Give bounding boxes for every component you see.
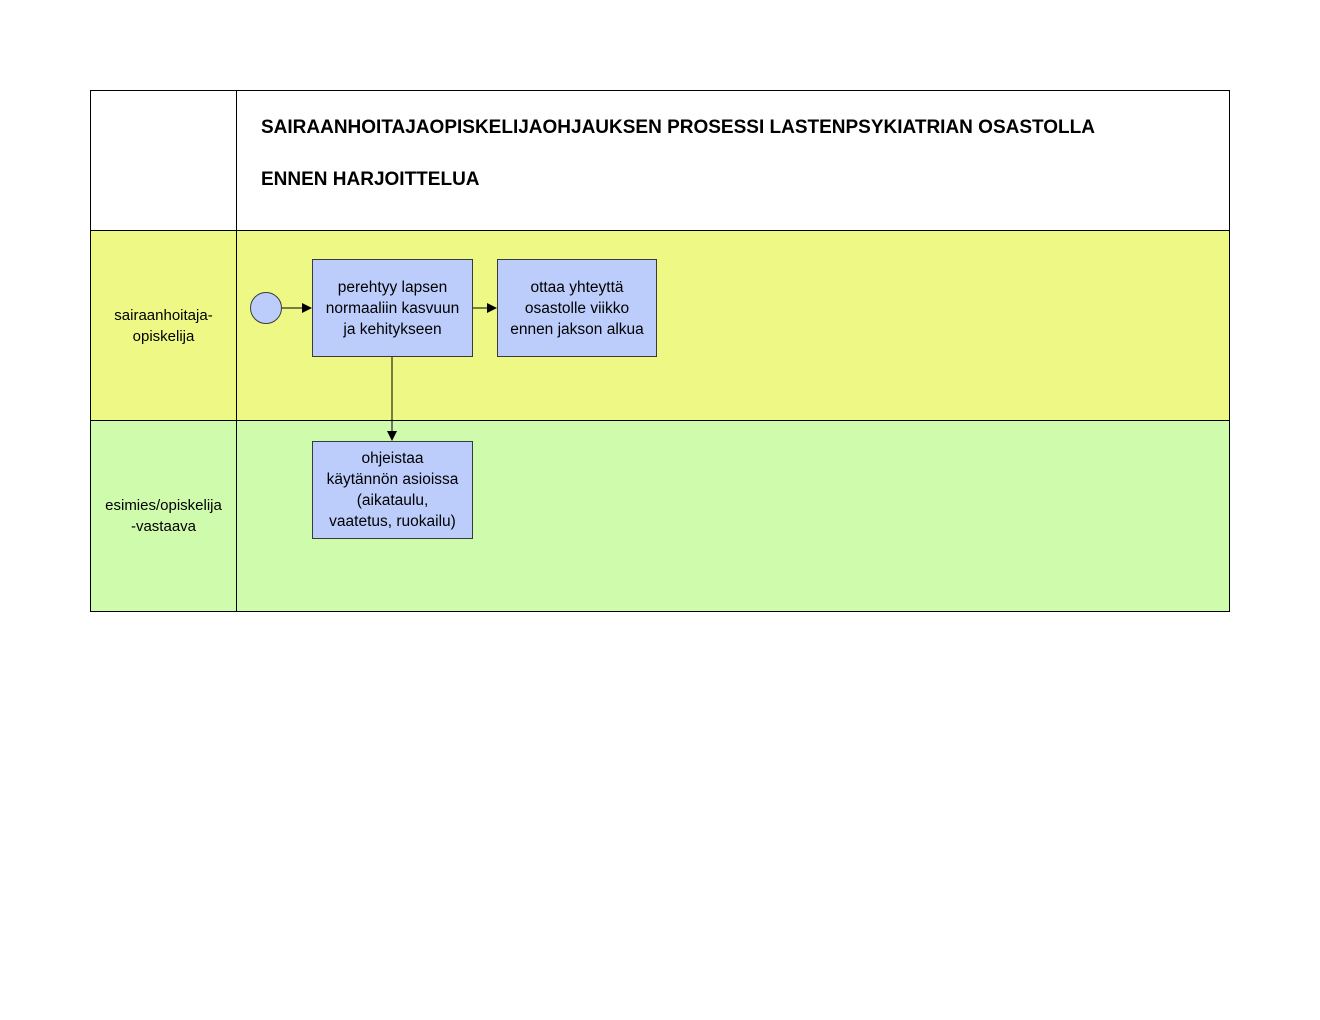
task-ottaa-yhteytta: ottaa yhteyttä osastolle viikko ennen jakson alkua [497, 259, 657, 357]
start-event-circle [250, 292, 282, 324]
title-cell [236, 90, 1230, 231]
diagram-subtitle: ENNEN HARJOITTELUA [261, 169, 480, 190]
task-perehtyy: perehtyy lapsen normaaliin kasvuun ja kehitykseen [312, 259, 473, 357]
diagram-title: SAIRAANHOITAJAOPISKELIJAOHJAUKSEN PROSESSI LASTENPSYKIATRIAN OSASTOLLA [261, 117, 1095, 138]
lane-label-supervisor [90, 420, 237, 612]
swimlane-diagram [90, 90, 1230, 612]
lane-label-student-text: sairaanhoitaja- opiskelija [114, 306, 213, 345]
corner-cell [90, 90, 237, 231]
task-ohjeistaa: ohjeistaa käytännön asioissa (aikataulu, vaatetus, ruokailu) [312, 441, 473, 539]
lane-label-supervisor-text: esimies/opiskelija -vastaava [105, 497, 222, 535]
lane-label-student [90, 230, 237, 421]
